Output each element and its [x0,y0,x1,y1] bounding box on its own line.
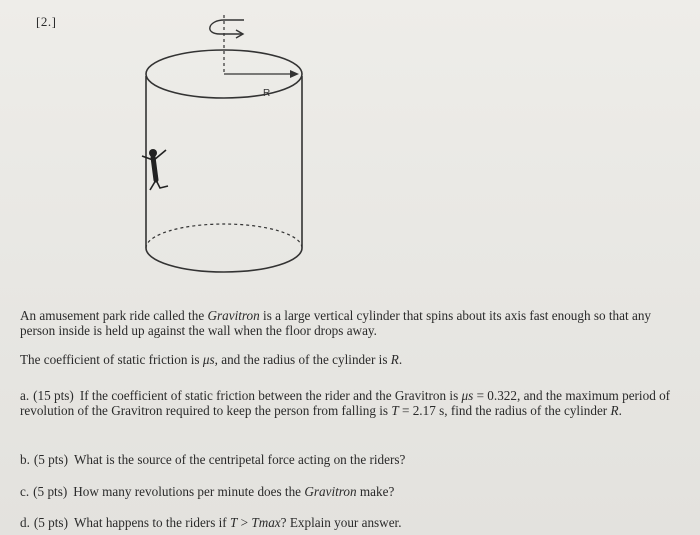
question-c: c. (5 pts) How many revolutions per minute does the Gravitron make? [20,484,395,499]
rotation-arrow-icon [210,20,244,38]
gravitron-figure [120,10,320,295]
question-a: a. (15 pts) If the coefficient of static friction between the rider and the Gravitron is μs = 0.322, and the maximum period of revolution of the Gravitron required to keep the person from falling is T = 2.17 s, find the radius of the cylinder R. [20,388,671,418]
question-d: d. (5 pts) What happens to the riders if T > Tmax? Explain your answer. [20,515,402,530]
problem-number: [2.] [36,14,57,29]
radius-label: R [263,88,271,99]
cylinder-bottom-back [146,224,302,248]
intro-paragraph: An amusement park ride called the Gravitron is a large vertical cylinder that spins about its axis fast enough so that any person inside is held up against the wall when the floor drops away. [20,308,652,338]
question-b: b. (5 pts) What is the source of the centripetal force acting on the riders? [20,452,406,467]
gravitron-name: Gravitron [207,308,260,323]
cylinder-bottom-front [146,248,302,272]
coefficient-statement: The coefficient of static friction is μs, and the radius of the cylinder is R. [20,352,403,367]
radius-arrowhead [290,70,299,78]
